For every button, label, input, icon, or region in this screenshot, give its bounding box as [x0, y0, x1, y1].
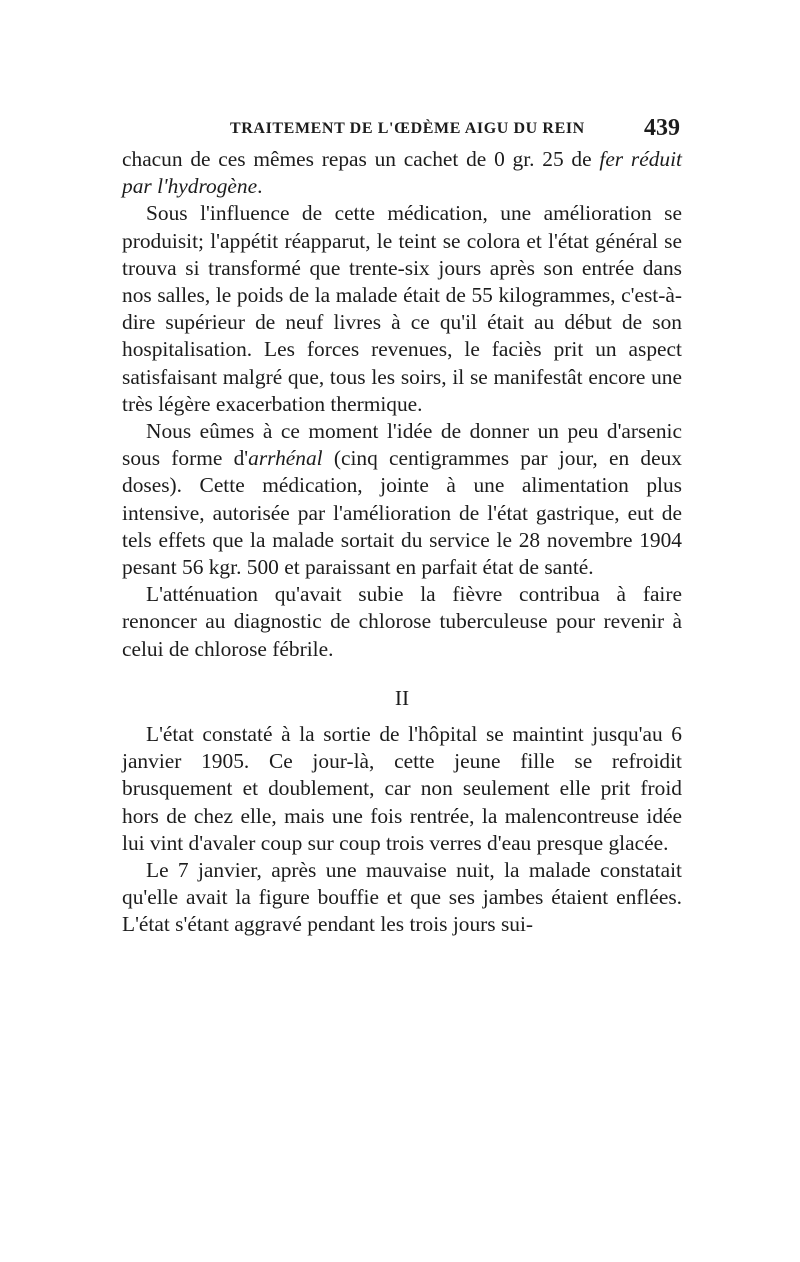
paragraph-6: Le 7 janvier, après une mauvaise nuit, la malade constatait qu'elle avait la figure bouffie et que ses jambes étaient enflées. L'état s'étant aggravé pendant les trois jours sui-	[122, 858, 682, 937]
page-number: 439	[644, 115, 680, 141]
paragraph-1-text: chacun de ces mêmes repas un cachet de 0 gr. 25 de	[122, 147, 600, 171]
running-header	[122, 112, 682, 146]
paragraph-4: L'atténuation qu'avait subie la fièvre contribua à faire renoncer au diagnostic de chlorose tuberculeuse pour revenir à celui de chlorose fébrile.	[122, 582, 682, 661]
paragraph-1-italic: fer réduit par l'hydrogène	[122, 147, 682, 199]
book-page	[122, 112, 682, 939]
section-heading: II	[394, 685, 410, 710]
running-title: TRAITEMENT DE L'ŒDÈME AIGU DU REIN	[230, 120, 585, 137]
paragraph-1	[122, 146, 682, 200]
body-text	[122, 146, 682, 939]
paragraph-3-italic: arrhénal	[248, 446, 323, 471]
paragraph-3-text: Nous eûmes à ce moment l'idée de donner un peu d'arsenic sous forme d'	[122, 419, 682, 471]
paragraph-5: L'état constaté à la sortie de l'hôpital se maintint jusqu'au 6 janvier 1905. Ce jour-là, cette jeune fille se refroidit brusquement et doublement, car non seulement elle prit froid hors de chez elle, mais une fois rentrée, la malencontreuse idée lui vint d'avaler coup sur coup trois verres d'eau presque glacée.	[122, 722, 682, 855]
paragraph-2: Sous l'influence de cette médication, une amélioration se produisit; l'appétit réapparut, le teint se colora et l'état général se trouva si transformé que trente-six jours après son entrée dans nos salles, le poids de la malade était de 55 kilogrammes, c'est-à-dire supérieur de neuf livres à ce qu'il était au début de son hospitalisation. Les forces revenues, le faciès prit un aspect satisfaisant malgré que, tous les soirs, il se manifestât encore une très légère exacerbation thermique.	[122, 201, 682, 416]
paragraph-1-end: .	[257, 174, 263, 199]
paragraph-3-end: (cinq centigrammes par jour, en deux doses). Cette médication, jointe à une alimentation plus intensive, autorisée par l'amélioration de l'état gastrique, eut de tels effets que la malade sortait du service le 28 novembre 1904 pesant 56 kgr. 500 et paraissant en parfait état de santé.	[122, 446, 683, 580]
paragraph-3	[122, 418, 682, 581]
